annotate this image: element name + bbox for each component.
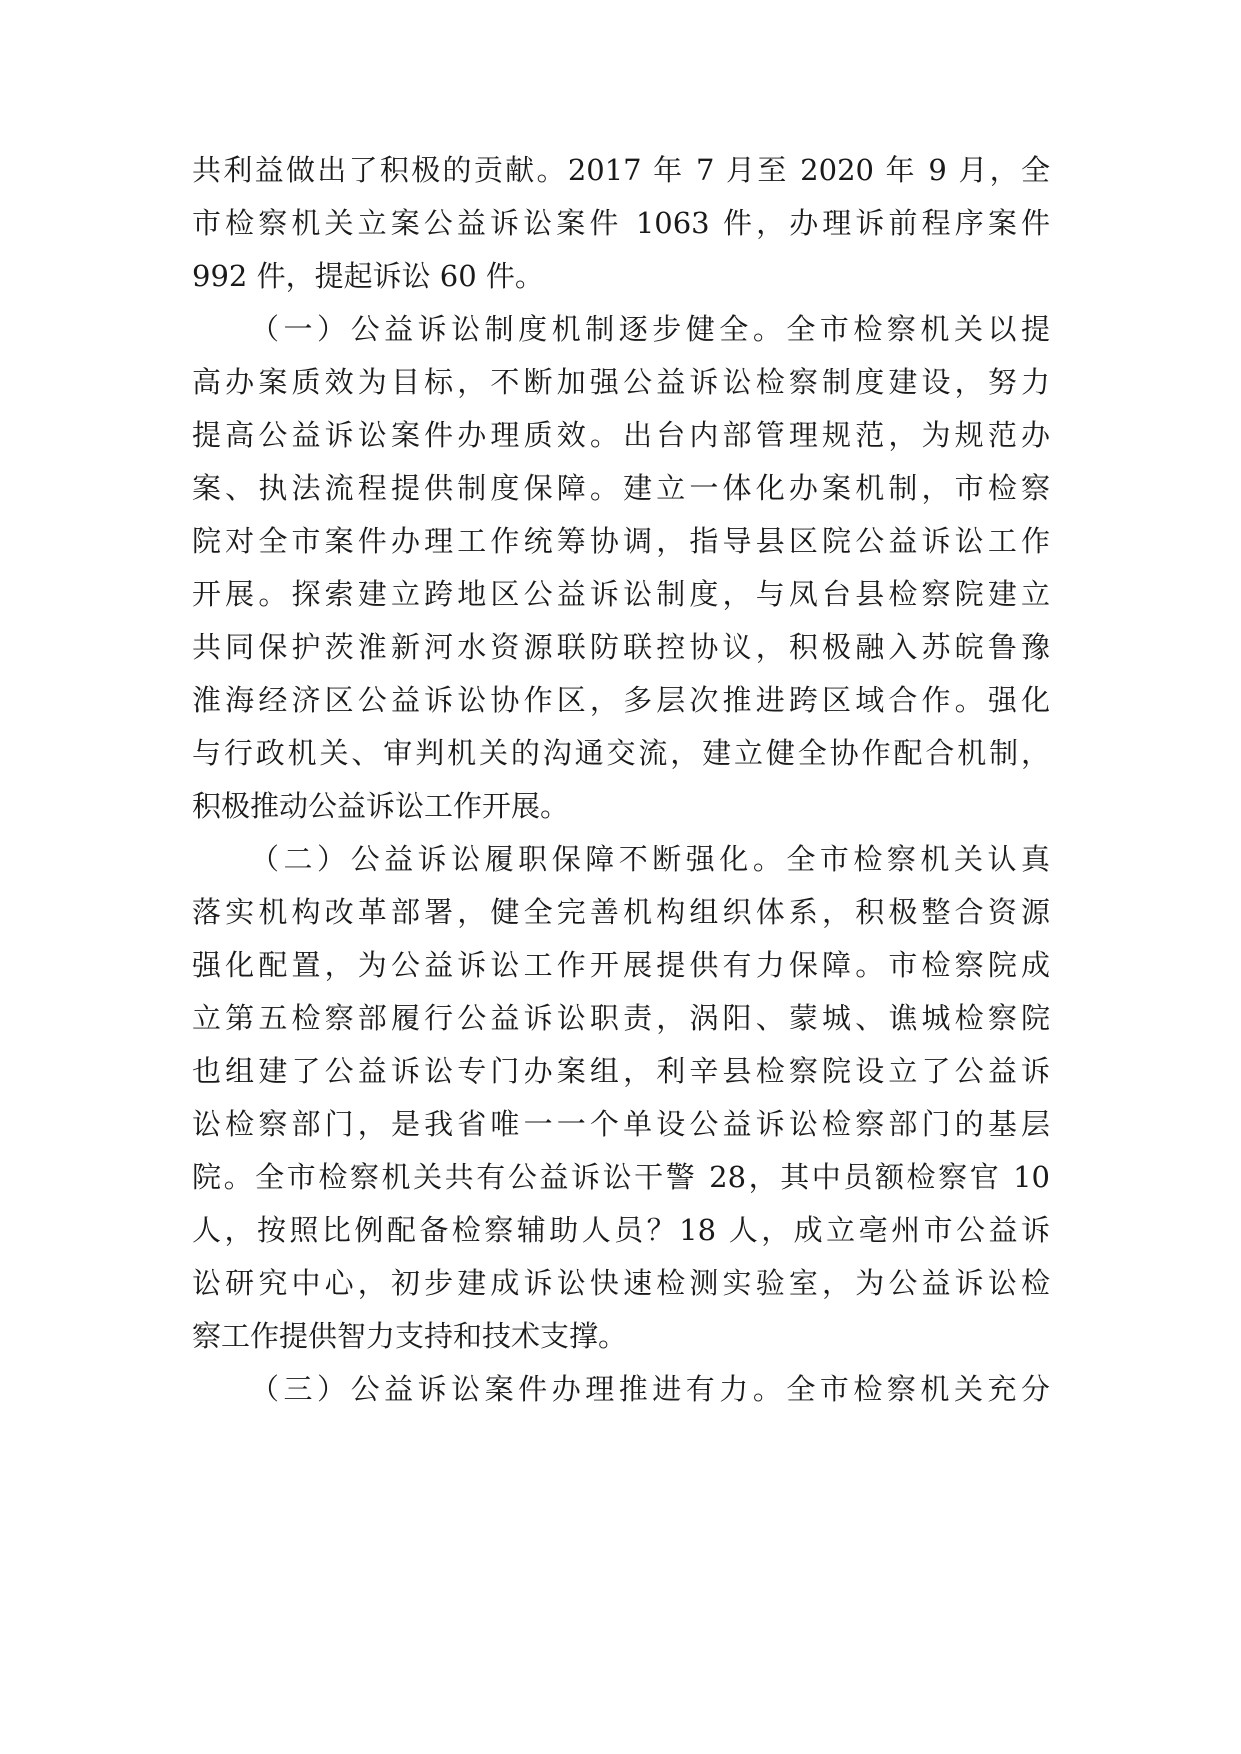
- body-text-line: 察工作提供智力支持和技术支撑。: [192, 1319, 628, 1353]
- body-text-line: 院。全市检察机关共有公益诉讼干警 28，其中员额检察官 10: [192, 1160, 1050, 1194]
- body-text-line: 992 件，提起诉讼 60 件。: [192, 259, 544, 293]
- body-text-line: 也组建了公益诉讼专门办案组，利辛县检察院设立了公益诉: [192, 1054, 1050, 1088]
- body-text-line: 市检察机关立案公益诉讼案件 1063 件，办理诉前程序案件: [192, 206, 1050, 240]
- body-text-line: 与行政机关、审判机关的沟通交流，建立健全协作配合机制，: [192, 736, 1050, 770]
- body-text-line: 高办案质效为目标，不断加强公益诉讼检察制度建设，努力: [192, 365, 1050, 399]
- body-text-line: 提高公益诉讼案件办理质效。出台内部管理规范，为规范办: [192, 418, 1050, 452]
- body-text-line: 院对全市案件办理工作统筹协调，指导县区院公益诉讼工作: [192, 524, 1050, 558]
- section-heading-line: （二）公益诉讼履职保障不断强化。全市检察机关认真: [250, 842, 1050, 876]
- body-text-line: 共同保护茨淮新河水资源联防联控协议，积极融入苏皖鲁豫: [192, 630, 1050, 664]
- body-text-line: 强化配置，为公益诉讼工作开展提供有力保障。市检察院成: [192, 948, 1050, 982]
- body-text-line: 案、执法流程提供制度保障。建立一体化办案机制，市检察: [192, 471, 1050, 505]
- body-text-line: 讼检察部门，是我省唯一一个单设公益诉讼检察部门的基层: [192, 1107, 1050, 1141]
- body-text-line: 讼研究中心，初步建成诉讼快速检测实验室，为公益诉讼检: [192, 1266, 1050, 1300]
- body-text-line: 人，按照比例配备检察辅助人员？18 人，成立亳州市公益诉: [192, 1213, 1050, 1247]
- body-text-line: 立第五检察部履行公益诉讼职责，涡阳、蒙城、谯城检察院: [192, 1001, 1050, 1035]
- body-text-line: 积极推动公益诉讼工作开展。: [192, 789, 570, 823]
- body-text-line: 落实机构改革部署，健全完善机构组织体系，积极整合资源: [192, 895, 1050, 929]
- body-text-line: 淮海经济区公益诉讼协作区，多层次推进跨区域合作。强化: [192, 683, 1050, 717]
- section-heading-line: （三）公益诉讼案件办理推进有力。全市检察机关充分: [250, 1372, 1050, 1406]
- body-text-line: 共利益做出了积极的贡献。2017 年 7 月至 2020 年 9 月，全: [192, 153, 1050, 187]
- section-heading-line: （一）公益诉讼制度机制逐步健全。全市检察机关以提: [250, 312, 1050, 346]
- body-text-line: 开展。探索建立跨地区公益诉讼制度，与凤台县检察院建立: [192, 577, 1050, 611]
